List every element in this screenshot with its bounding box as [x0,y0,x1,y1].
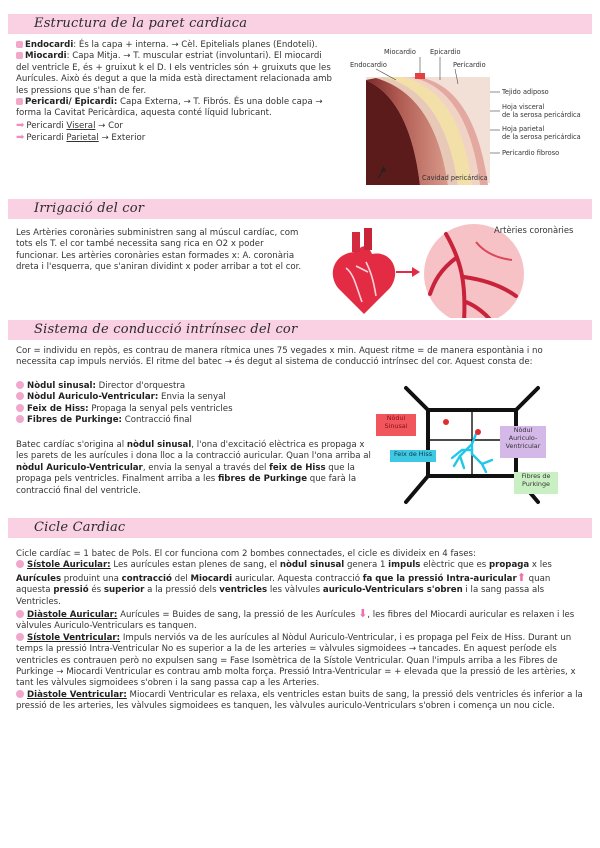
label-hoja-visceral-1: Hoja visceral [502,103,545,111]
label-epicardio: Epicardio [430,48,461,56]
sistole-auricular: Sístole Auricular: Les aurícules estan plenes de sang, el nòdul sinusal genera 1 impuls elèctric que es propaga x les Aurícules produint una contracció del Miocardi auricular. Aquesta contracció fa que la pressió Intra-auricular⬆ quan aquesta pressió és superior a la pressió dels ventricles les vàlvules auriculo-Ventriculars s'obren i la sang passa als Ventricles. [16,560,552,607]
coronary-illustration [316,222,592,318]
endocardi-item: Endocardi: És la capa + interna. → Cèl. Epitelials planes (Endoteli). [16,40,336,51]
bullet-icon [16,52,23,59]
section-title-cicle: Cicle Cardiac [8,518,592,538]
miocardi-item: Miocardi: Capa Mitja. → T. muscular estriat (involuntari). El miocardi del ventricle E, és + gruixut k el D. I els ventricles són + gruixuts que les Aurícules. Això és degut a que la mida està directament relacionada amb les pressions que s'han de fer. [16,51,332,96]
section-title-irrigacio: Irrigació del cor [8,199,592,219]
conduccio-paragraph: Batec cardíac s'origina al nòdul sinusal, l'ona d'excitació elèctrica es propaga x les parets de les aurícules i dona lloc a la contracció auricular. Quan l'ona arriba al nòdul Auriculo-Ventricular, envia la senyal a través del feix de Hiss que la propaga pels ventricles. Finalment arriba a les fibres de Purkinge que farà la contracció final del ventricle. [16,440,371,496]
arrow-up-icon: ⬆ [516,570,526,584]
cicle-intro: Cicle cardíac = 1 batec de Pols. El cor funciona com 2 bombes connectades, el cicle es divideix en 4 fases: [16,549,476,559]
estructura-text [16,40,336,145]
label-hoja-parietal-1: Hoja parietal [502,125,545,133]
label-miocardio: Miocardio [384,48,416,56]
arrow-down-icon: ⬇ [358,607,368,621]
bullet-icon [16,415,24,423]
label-fibres-purkinge: Fibres de Purkinge [514,472,558,494]
bullet-icon [16,392,24,400]
label-hoja-parietal-2: de la serosa pericárdica [502,133,581,141]
label-nodul-av: Nòdul Auriculo- Ventricular [500,426,546,458]
section-title-estructura: Estructura de la paret cardiaca [8,14,592,34]
section-title-conduccio: Sistema de conducció intrínsec del cor [8,320,592,340]
label-feix-de-hiss: Feix de Hiss [390,450,436,462]
label-arteries-coronaries: Artèries coronàries [494,225,574,235]
bullet-icon [16,560,24,568]
list-item: Nòdul sinusal: Director d'orquestra [16,381,336,392]
pericardi-visceral: ➡ Pericardi Viseral → Cor [16,119,123,131]
arrow-right-icon: ➡ [16,132,25,144]
bullet-icon [16,98,23,105]
irrigacio-text: Les Artèries coronàries subministren sang al múscul cardíac, com tots els T. el cor també necessita sang rica en O2 x poder funcionar. Les artèries coronàries estan formades x: A. coronària dreta i l'esquerra, que s'aniran dividint x poder arribar a tot el cor. [16,228,302,273]
label-pericardio: Pericardio [453,61,486,69]
bullet-icon [16,41,23,48]
list-item: Fibres de Purkinge: Contracció final [16,415,336,426]
conduction-illustration [388,384,588,508]
arrow-right-icon: ➡ [16,119,25,131]
pericardi-parietal: ➡ Pericardi Parietal → Exterior [16,132,146,144]
cicle-text [16,549,584,713]
coronary-figure [316,222,592,318]
list-item: Feix de Hiss: Propaga la senyal pels ventricles [16,404,336,415]
diastole-auricular: Diàstole Auricular: Aurícules = Buides de sang, la pressió de les Aurícules ⬇, les fibres del Miocardi auricular es relaxen i les vàlvules Auriculo-Ventriculars es tanquen. [16,607,575,632]
bullet-icon [16,690,24,698]
bullet-icon [16,610,24,618]
label-hoja-visceral-2: de la serosa pericárdica [502,111,581,119]
sistole-ventricular: Sístole Ventricular: Impuls nerviós va de les aurícules al Nòdul Auriculo-Ventricular, i es propaga pel Feix de Hiss. Durant un temps la pressió Intra-Ventricular No es superior a la de les arteries = vàlvules sigmoidees → tancades. En aquest període els ventricles es contrauen però no expulsen sang = Fase Isomètrica de la Sístole Ventricular. Quan l'impuls arriba a les Fibres de Purkinge → Miocardi Ventricular es contrau amb molta força. Pressió Intra-Ventricular = + elevada que la pressió de les artèries, x tant les vàlvules sigmoidees s'obren i la sang passa cap a les Arteries. [16,632,576,689]
label-endocardio: Endocardio [350,61,387,69]
label-pericardio-fibroso: Pericardio fibroso [502,149,560,157]
diastole-ventricular: Diàstole Ventricular: Miocardi Ventricular es relaxa, els ventricles estan buits de sang, la pressió dels ventricles és inferior a la pressió de les arteries, les vàlvules sigmoidees es tanquen, les vàlvules auriculo-Ventriculars s'obren i comença un nou cicle. [16,689,583,712]
conduccio-list [16,381,336,427]
label-tejido-adiposo: Tejido adiposo [502,88,549,96]
label-cavidad-pericardica: Cavidad pericárdica [422,174,488,182]
bullet-icon [16,381,24,389]
conduccio-intro: Cor = individu en repòs, es contrau de manera rítmica unes 75 vegades x min. Aquest ritme = de manera espontània i no necessita cap impuls nerviós. El ritme del batec → és degut al sistema de conducció intrínsec del cor. Aquest consta de: [16,346,543,368]
bullet-icon [16,404,24,412]
label-nodul-sinusal: Nòdul Sinusal [376,414,416,436]
list-item: Nòdul Auriculo-Ventricular: Envia la senyal [16,392,336,403]
bullet-icon [16,633,24,641]
conduction-figure [384,384,588,508]
heart-wall-figure [340,40,590,190]
pericardi-item: Pericardi/ Epicardi: Capa Externa, → T. Fibrós. És una doble capa → forma la Cavitat Pericàrdica, aquesta conté líquid lubricant. [16,97,323,119]
